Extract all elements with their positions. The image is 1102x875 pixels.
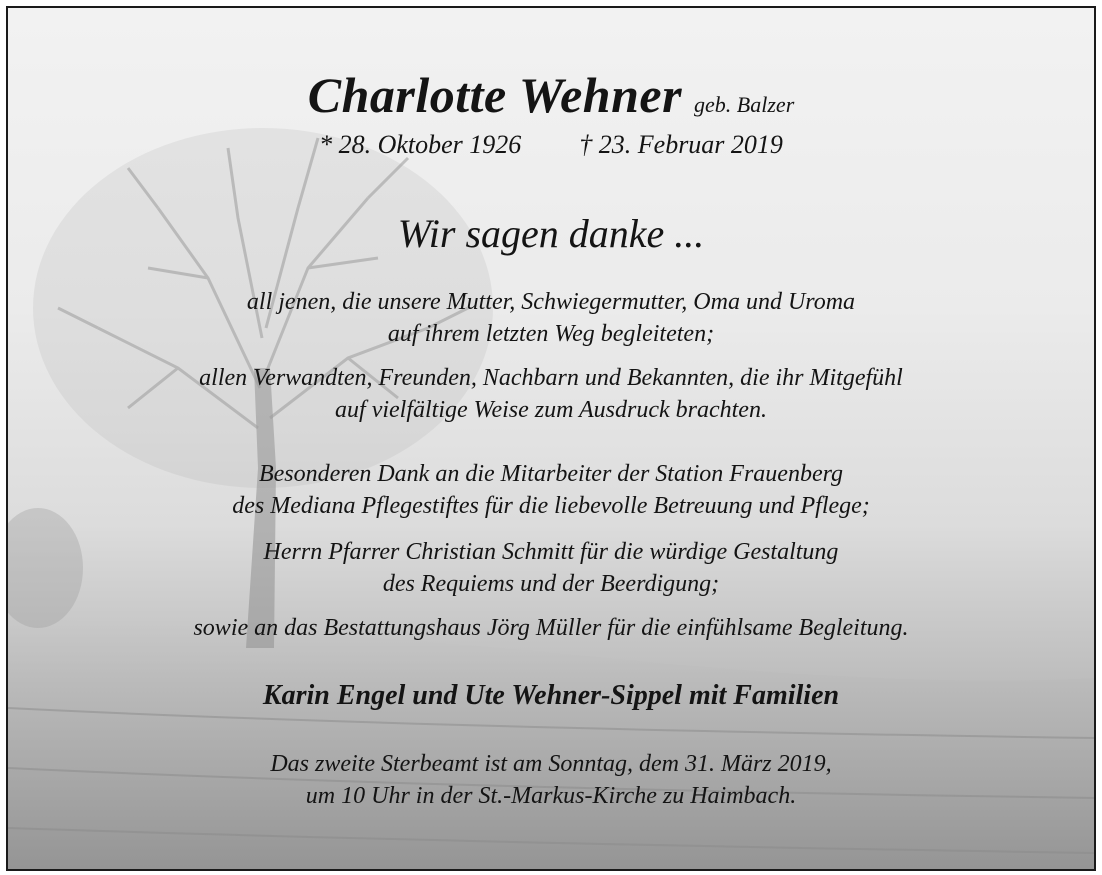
deceased-name: Charlotte Wehner — [307, 67, 683, 123]
signatories: Karin Engel und Ute Wehner-Sippel mit Familien — [262, 680, 840, 711]
death-date: † 23. Februar 2019 — [579, 130, 783, 159]
obituary-card — [6, 6, 1096, 871]
life-dates — [8, 130, 1094, 160]
thanks-paragraph-4: Herrn Pfarrer Christian Schmitt für die würdige Gestaltung des Requiems und der Beerdigung; — [263, 539, 839, 597]
thanks-paragraph-2: allen Verwandten, Freunden, Nachbarn und Bekannten, die ihr Mitgefühl auf vielfältige Weise zum Ausdruck brachten. — [199, 365, 903, 423]
thanks-paragraph-3: Besonderen Dank an die Mitarbeiter der Station Frauenberg des Mediana Pflegestiftes für die liebevolle Betreuung und Pflege; — [232, 461, 870, 519]
thanks-heading: Wir sagen danke ... — [397, 211, 705, 256]
thanks-paragraph-5: sowie an das Bestattungshaus Jörg Müller für die einfühlsame Begleitung. — [193, 615, 909, 641]
maiden-name: geb. Balzer — [694, 92, 795, 117]
field-ground — [8, 618, 1094, 869]
birth-date: * 28. Oktober 1926 — [319, 130, 522, 159]
deceased-name-line — [8, 66, 1094, 124]
memorial-service-note: Das zweite Sterbeamt ist am Sonntag, dem 31. März 2019, um 10 Uhr in der St.-Markus-Kirche zu Haimbach. — [270, 751, 832, 809]
thanks-paragraph-1: all jenen, die unsere Mutter, Schwiegermutter, Oma und Uroma auf ihrem letzten Weg begleiteten; — [246, 289, 856, 347]
